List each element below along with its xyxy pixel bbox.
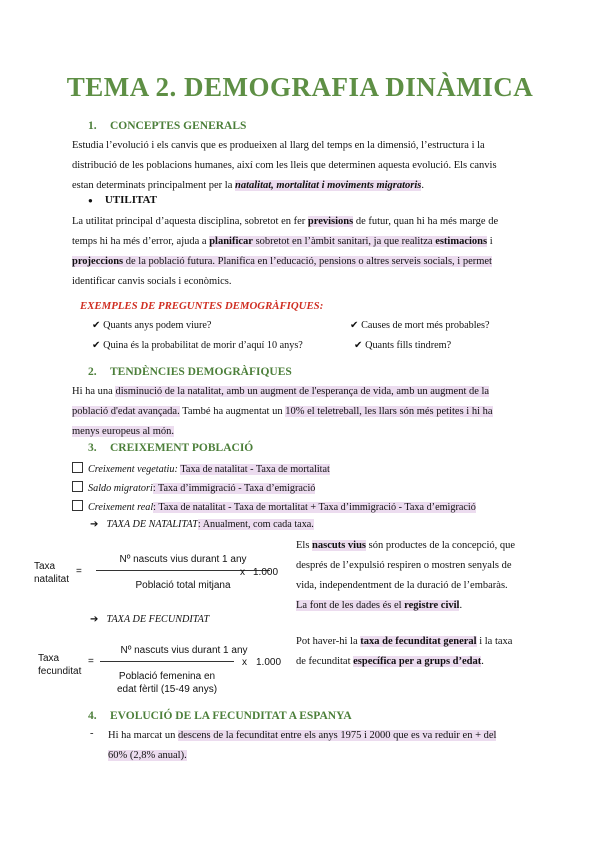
text-line: estan determinats principalment per la natalitat, mortalitat i moviments migratoris.: [72, 180, 425, 191]
growth-item: Saldo migratori: Taxa d’immigració - Taxa d’emigració: [72, 481, 315, 494]
bullet-icon: ●: [88, 196, 93, 205]
multiplier: 1.000: [256, 657, 282, 668]
fecunditat-heading: ➔ TAXA DE FECUNDITAT: [90, 614, 210, 625]
example-question: ✔ Quants fills tindrem?: [354, 340, 452, 351]
example-question: ✔ Causes de mort més probables?: [350, 320, 490, 331]
formula-numerator: Nº nascuts vius durant 1 any: [119, 554, 247, 565]
checkbox-icon: [72, 500, 83, 511]
section-heading-3: 3. CREIXEMENT POBLACIÓ: [88, 442, 254, 454]
examples-heading: EXEMPLES DE PREGUNTES DEMOGRÀFIQUES:: [80, 300, 324, 312]
equals-sign: =: [76, 566, 82, 577]
section-heading-1: [88, 120, 246, 132]
page-title: TEMA 2. DEMOGRAFIA DINÀMICA: [66, 72, 534, 102]
paragraph-concepts: [72, 136, 528, 196]
formula-name: Taxa fecunditat: [38, 653, 82, 677]
text-line: Els nascuts vius són productes de la concepció, que: [296, 540, 516, 551]
paragraph-utilitat: [72, 212, 528, 292]
text-line: projeccions de la població futura. Planifica en l’educació, pensions o altres serveis socials, i permet: [72, 256, 492, 267]
formula-numerator: Nº nascuts vius durant 1 any: [120, 645, 248, 656]
text-line: després de l’expulsió respiren o mostren senyals de: [296, 560, 512, 571]
dash-bullet: -: [90, 728, 94, 739]
fraction-line: [100, 661, 234, 662]
growth-item: Creixement vegetatiu: Taxa de natalitat - Taxa de mortalitat: [72, 462, 330, 475]
text-line: Pot haver-hi la taxa de fecunditat general i la taxa: [296, 636, 513, 647]
section-heading-4: 4. EVOLUCIÓ DE LA FECUNDITAT A ESPANYA: [88, 710, 352, 722]
paragraph-nascuts: [296, 536, 528, 616]
text-line: Hi ha marcat un descens de la fecunditat entre els anys 1975 i 2000 que es va reduir en + del: [108, 730, 497, 741]
example-question: ✔ Quina és la probabilitat de morir d’aquí 10 anys?: [92, 340, 303, 351]
text-line: 60% (2,8% anual).: [108, 750, 187, 761]
formula-denominator: Població total mitjana: [135, 580, 231, 591]
formula-name: Taxa natalitat: [34, 561, 70, 585]
text-line: població d'edat avançada. També ha augmentat un 10% el teletreball, les llars són més petites i hi ha: [72, 406, 493, 417]
formula-denominator: Població femenina en edat fèrtil (15-49 anys): [116, 671, 218, 695]
section-title: CONCEPTES GENERALS: [110, 120, 247, 132]
text-line: menys europeus al món.: [72, 426, 175, 437]
multiplier: 1.000: [253, 567, 279, 578]
text-line: identificar canvis socials i econòmics.: [72, 276, 232, 287]
section-heading-2: 2. TENDÈNCIES DEMOGRÀFIQUES: [88, 366, 292, 378]
check-icon: ✔: [354, 340, 363, 351]
text-line: de fecunditat específica per a grups d’edat.: [296, 656, 484, 667]
text-line: vida, independentment de la duració de l’embaràs.: [296, 580, 508, 591]
utilitat-heading: [88, 194, 157, 206]
text-line: Estudia l’evolució i els canvis que es produeixen al llarg del temps en la dimensió, l’estructura i la: [72, 140, 485, 151]
paragraph-evolucio: [108, 726, 528, 766]
arrow-icon: ➔: [90, 614, 99, 625]
times-sign: x: [242, 657, 247, 668]
checkbox-icon: [72, 481, 83, 492]
text-line: temps hi ha més d’error, ajuda a planificar sobretot en l’àmbit sanitari, ja que realitza estimacions i: [72, 236, 493, 247]
text-line: La font de les dades és el registre civil.: [296, 600, 463, 611]
text-line: Hi ha una disminució de la natalitat, amb un augment de l'esperança de vida, amb un augment de la: [72, 386, 490, 397]
check-icon: ✔: [350, 320, 359, 331]
growth-item: Creixement real: Taxa de natalitat - Taxa de mortalitat + Taxa d’immigració - Taxa d’emigració: [72, 500, 476, 513]
natalitat-heading: ➔ TAXA DE NATALITAT: Anualment, com cada taxa.: [90, 519, 314, 530]
times-sign: x: [240, 567, 245, 578]
equals-sign: =: [88, 656, 94, 667]
checkbox-icon: [72, 462, 83, 473]
arrow-icon: ➔: [90, 519, 99, 530]
text-line: distribució de les poblacions humanes, així com les lleis que determinen aquesta evolució. Els canvis: [72, 160, 497, 171]
paragraph-fecunditat: [296, 632, 528, 672]
example-question: ✔ Quants anys podem viure?: [92, 320, 212, 331]
highlight-term: natalitat, mortalitat i moviments migratoris: [234, 180, 422, 191]
section-number: 1.: [88, 120, 97, 132]
utilitat-label: UTILITAT: [104, 194, 158, 206]
check-icon: ✔: [92, 320, 101, 331]
text-line: La utilitat principal d’aquesta disciplina, sobretot en fer previsions de futur, quan hi ha més marge de: [72, 216, 499, 227]
check-icon: ✔: [92, 340, 101, 351]
paragraph-tendencies: [72, 382, 528, 442]
